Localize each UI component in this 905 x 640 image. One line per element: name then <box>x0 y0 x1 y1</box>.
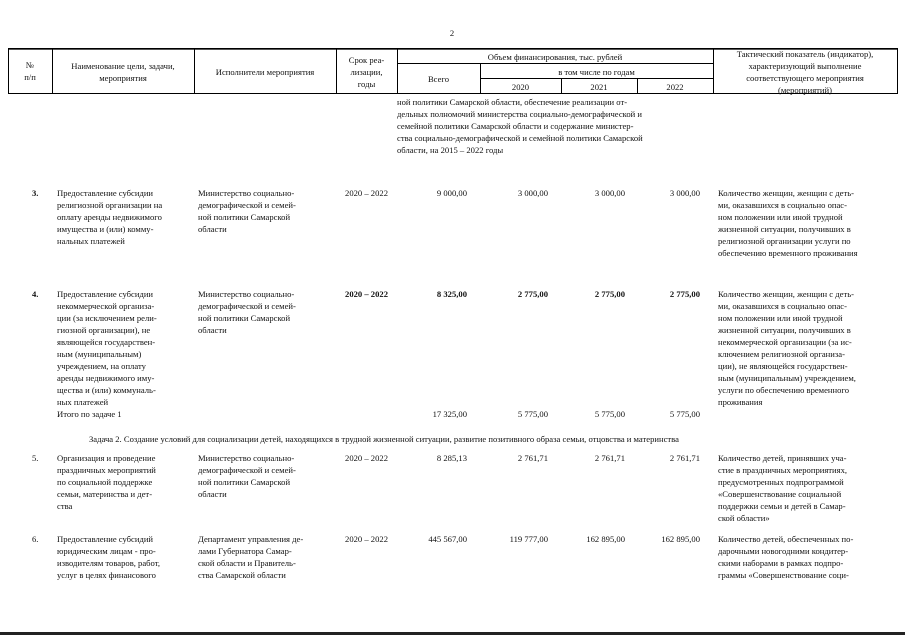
page-number: 2 <box>449 28 455 38</box>
row-name: Предоставление субсидии религиозной организации на оплату аренды недвижимого имущества и (или) комму- нальных платежей <box>57 188 163 246</box>
task-title: Задача 2. Создание условий для социализации детей, находящихся в трудной жизненной ситуации, развитие позитивного образа семьи, отцовства и материнства <box>89 434 679 444</box>
row-number: 4. <box>32 289 39 299</box>
header-by-years: в том числе по годам <box>558 67 635 77</box>
row-total: 445 567,00 <box>428 534 467 544</box>
row-2021: 162 895,00 <box>586 534 625 544</box>
row-2020: 2 761,71 <box>517 453 548 463</box>
row-executor: Министерство социально- демографической и семей- ной политики Самарской области <box>198 188 296 234</box>
row-indicator: Количество женщин, женщин с деть- ми, оказавшихся в социально опас- ном положении или иной трудной жизненной ситуации, получивших в религиозной организации услуги по обеспечению временного проживания <box>718 188 858 258</box>
row-2021: 2 761,71 <box>594 453 625 463</box>
task-total-2020: 5 775,00 <box>517 409 548 419</box>
header-executors: Исполнители мероприятия <box>215 67 315 77</box>
row-executor: Департамент управления де- лами Губернатора Самар- ской области и Правитель- ства Самарской области <box>198 534 304 580</box>
row-2021: 3 000,00 <box>594 188 625 198</box>
row-2022: 162 895,00 <box>661 534 700 544</box>
header-term: Срок реа- лизации, годы <box>348 55 385 89</box>
col-divider <box>897 48 898 94</box>
row-2021: 2 775,00 <box>594 289 625 299</box>
row-executor: Министерство социально- демографической и семей- ной политики Самарской области <box>198 289 296 335</box>
row-2020: 3 000,00 <box>517 188 548 198</box>
row-2020: 119 777,00 <box>509 534 548 544</box>
header-2022: 2022 <box>666 82 684 92</box>
task-total-sum: 17 325,00 <box>432 409 467 419</box>
header-2020: 2020 <box>511 82 530 92</box>
row-number: 3. <box>32 188 39 198</box>
years-rule <box>480 78 713 79</box>
row-indicator: Количество детей, принявших уча- стие в праздничных мероприятиях, предусмотренных подпрограммой «Совершенствование социальной поддержки семьи и детей в Самар- ской области» <box>718 453 848 523</box>
row-total: 8 325,00 <box>436 289 467 299</box>
carryover-text: ной политики Самарской области, обеспечение реализации от- дельных полномочий министерства социально-демографической и семейной политики Самарской области и содержание министер- ства социально-демографической и семейной политики Самарской области, на 2015 – 2022 годы <box>397 97 643 155</box>
header-indicator: Тактический показатель (индикатор), характеризующий выполнение соответствующего мероприятия (мероприятий) <box>736 49 874 95</box>
row-total: 8 285,13 <box>436 453 467 463</box>
header-name: Наименование цели, задачи, мероприятия <box>71 61 175 83</box>
row-term: 2020 – 2022 <box>345 453 388 463</box>
row-term: 2020 – 2022 <box>345 534 388 544</box>
page-bottom-edge <box>0 632 905 635</box>
row-indicator: Количество детей, обеспеченных по- дарочными новогодними кондитер- скими наборами в рамках подпро- граммы «Совершенствование соци- <box>718 534 854 580</box>
row-executor: Министерство социально- демографической и семей- ной политики Самарской области <box>198 453 296 499</box>
row-number: 6. <box>32 534 39 544</box>
row-2022: 3 000,00 <box>669 188 700 198</box>
row-indicator: Количество женщин, женщин с деть- ми, оказавшихся в социально опас- ном положении или иной трудной жизненной ситуации, получивших в некоммерческой организации (за ис- ключением религиозной организа- ции), не являющейся государствен- ным (муниципальным) учреждением, услуги по обеспечению временного проживания <box>718 289 856 407</box>
row-2022: 2 761,71 <box>669 453 700 463</box>
row-2022: 2 775,00 <box>669 289 700 299</box>
row-total: 9 000,00 <box>436 188 467 198</box>
task-total-2021: 5 775,00 <box>594 409 625 419</box>
task-total-label: Итого по задаче 1 <box>57 409 122 419</box>
header-num: № п/п <box>24 60 36 82</box>
header-2021: 2021 <box>590 82 608 92</box>
row-2020: 2 775,00 <box>517 289 548 299</box>
row-name: Предоставление субсидий юридическим лицам - про- изводителям товаров, работ, услуг в целях финансового <box>57 534 160 580</box>
header-funding: Объем финансирования, тыс. рублей <box>487 52 623 62</box>
row-number: 5. <box>32 453 39 463</box>
funding-rule <box>397 63 713 64</box>
header-total: Всего <box>427 74 450 84</box>
row-term: 2020 – 2022 <box>345 289 388 299</box>
row-term: 2020 – 2022 <box>345 188 388 198</box>
task-total-2022: 5 775,00 <box>669 409 700 419</box>
row-name: Предоставление субсидии некоммерческой организа- ции (за исключением рели- гиозной организации), не являющейся государствен- ным (муниципальным) учреждением, на оплату аренды недвижимого иму- щества и (или) коммуналь- ных платежей <box>57 289 157 407</box>
row-name: Организация и проведение праздничных мероприятий по социальной поддержке семьи, материнства и дет- ства <box>57 453 156 511</box>
